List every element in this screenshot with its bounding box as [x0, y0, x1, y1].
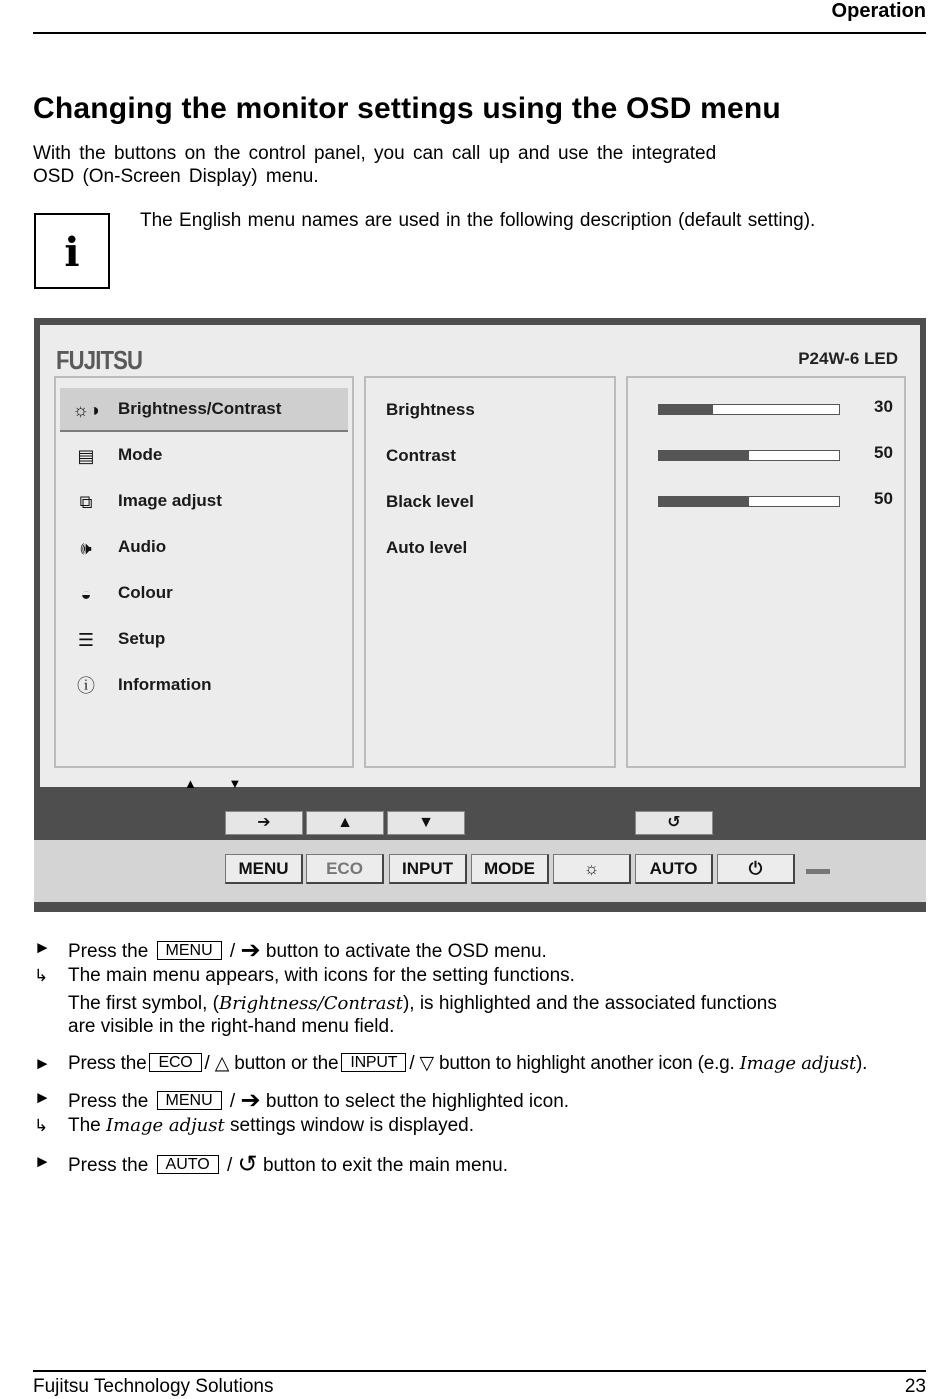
result-1-detail	[68, 993, 777, 1015]
osd-down-button[interactable]: ▼	[387, 811, 465, 835]
info-glyph: i	[64, 229, 80, 276]
emphasis-text: Brightness/Contrast	[218, 993, 403, 1014]
contrast-value: 50	[874, 443, 893, 462]
nav-arrows-hint: ▲ ▼	[184, 776, 256, 791]
step-bullet: ►	[34, 938, 51, 957]
function-black-level[interactable]: Black level	[386, 492, 474, 511]
black-level-value: 50	[874, 489, 893, 508]
main-menu-panel	[54, 376, 354, 768]
auto-button[interactable]: AUTO	[635, 854, 713, 884]
footer-company: Fujitsu Technology Solutions	[33, 1376, 274, 1397]
mode-button[interactable]: MODE	[471, 854, 549, 884]
black-level-slider[interactable]	[658, 496, 840, 507]
power-led	[806, 869, 830, 874]
input-key: INPUT	[341, 1053, 406, 1072]
menu-item-label: Information	[118, 675, 212, 694]
value-panel	[626, 376, 906, 768]
input-button[interactable]: INPUT	[389, 854, 467, 884]
osd-back-button[interactable]: ↺	[635, 811, 713, 835]
back-arrow-icon: ↺	[237, 1151, 258, 1178]
control-panel	[34, 840, 926, 902]
osd-right-arrow-button[interactable]: ➔	[225, 811, 303, 835]
eco-button[interactable]: ECO	[306, 854, 384, 884]
step-3: Press the MENU / ➔ button to select the highlighted icon.	[68, 1087, 570, 1114]
menu-item-label: Audio	[118, 537, 167, 556]
step-text: button to select the highlighted icon.	[265, 1091, 570, 1112]
step-text: button to highlight another icon (e.g.	[439, 1053, 735, 1074]
right-arrow-icon: ➔	[240, 1087, 261, 1114]
osd-screen	[40, 325, 920, 791]
info-icon	[34, 213, 110, 289]
brightness-slider[interactable]	[658, 404, 840, 415]
menu-button[interactable]: MENU	[225, 854, 303, 884]
audio-icon: 🕪	[80, 538, 92, 558]
result-text: settings window is displayed.	[230, 1115, 474, 1136]
step-text: button to activate the OSD menu.	[265, 941, 547, 962]
brightness-value: 30	[874, 397, 893, 416]
contrast-slider[interactable]	[658, 450, 840, 461]
result-1-detail-2: are visible in the right-hand menu field.	[68, 1016, 395, 1037]
osd-up-button[interactable]: ▲	[306, 811, 384, 835]
result-arrow-icon: ↳	[34, 966, 49, 985]
step-bullet: ►	[34, 1088, 51, 1107]
function-contrast[interactable]: Contrast	[386, 446, 456, 465]
menu-item-label: Setup	[118, 629, 166, 648]
menu-item-audio[interactable]	[60, 526, 348, 570]
function-brightness[interactable]: Brightness	[386, 400, 475, 419]
emphasis-text: Image adjust	[739, 1053, 856, 1074]
power-button[interactable]: ⏻	[717, 854, 795, 884]
emphasis-text: Image adjust	[106, 1115, 225, 1136]
result-text: The first symbol, (	[68, 993, 219, 1014]
up-triangle-icon: △	[214, 1053, 230, 1074]
menu-item-colour[interactable]	[60, 572, 348, 616]
step-2: Press the ECO / △ button or the INPUT / ▽ button to highlight another icon (e.g. Image adjust).	[68, 1053, 868, 1074]
brand-logo: FUJITSU	[56, 345, 143, 375]
step-text: Press the	[68, 1091, 149, 1112]
osd-menu-figure	[34, 318, 926, 912]
colour-icon: ◒	[80, 584, 92, 604]
info-note: The English menu names are used in the following description (default setting).	[140, 210, 816, 231]
slider-fill	[659, 405, 713, 414]
result-text: The	[68, 1115, 101, 1136]
step-text: button to exit the main menu.	[262, 1155, 508, 1176]
result-arrow-icon: ↳	[34, 1116, 49, 1135]
menu-item-information[interactable]	[60, 664, 348, 708]
step-4: Press the AUTO / ↺ button to exit the main menu.	[68, 1151, 508, 1178]
footer-divider	[33, 1370, 926, 1372]
step-1: Press the MENU / ➔ button to activate the OSD menu.	[68, 937, 547, 964]
mode-icon: ▤	[77, 446, 95, 466]
slider-fill	[659, 451, 749, 460]
intro-text-line-2: OSD (On-Screen Display) menu.	[33, 166, 319, 187]
menu-item-label: Brightness/Contrast	[118, 399, 282, 418]
step-bullet: ►	[34, 1152, 51, 1171]
brightness-button[interactable]: ☼	[553, 854, 631, 884]
page-number: 23	[904, 1376, 926, 1397]
result-text: ), is highlighted and the associated functions	[402, 993, 777, 1014]
image-adjust-icon: ⧉	[79, 492, 93, 512]
menu-item-mode[interactable]	[60, 434, 348, 478]
right-arrow-icon: ➔	[240, 937, 261, 964]
function-auto-level[interactable]: Auto level	[386, 538, 468, 557]
page-title: Changing the monitor settings using the OSD menu	[33, 92, 781, 125]
model-name: P24W-6 LED	[798, 349, 898, 368]
step-text: Press the	[68, 1155, 149, 1176]
step-text: Press the	[68, 1053, 147, 1074]
intro-text-line-1: With the buttons on the control panel, you can call up and use the integrated	[33, 143, 717, 164]
result-1: The main menu appears, with icons for the setting functions.	[68, 965, 575, 986]
step-text: button or the	[234, 1053, 339, 1074]
header-divider	[33, 32, 926, 34]
function-panel	[364, 376, 616, 768]
information-icon: ⓘ	[77, 676, 95, 696]
step-text: ).	[856, 1053, 868, 1074]
menu-key: MENU	[157, 1091, 222, 1110]
menu-item-setup[interactable]	[60, 618, 348, 662]
menu-item-brightness-contrast[interactable]	[60, 388, 348, 432]
down-triangle-icon: ▽	[419, 1053, 434, 1074]
step-text: Press the	[68, 941, 149, 962]
section-title: Operation	[831, 0, 926, 22]
page-header	[0, 0, 950, 40]
menu-item-image-adjust[interactable]	[60, 480, 348, 524]
result-3	[68, 1115, 474, 1137]
menu-item-label: Colour	[118, 583, 173, 602]
menu-item-label: Image adjust	[118, 491, 222, 510]
eco-key: ECO	[149, 1053, 201, 1072]
step-bullet: ►	[34, 1054, 51, 1073]
slider-fill	[659, 497, 749, 506]
menu-item-label: Mode	[118, 445, 163, 464]
brightness-contrast-icon: ☼◑	[72, 400, 100, 420]
auto-key: AUTO	[157, 1155, 219, 1174]
setup-icon: ☰	[77, 630, 95, 650]
menu-key: MENU	[157, 941, 222, 960]
